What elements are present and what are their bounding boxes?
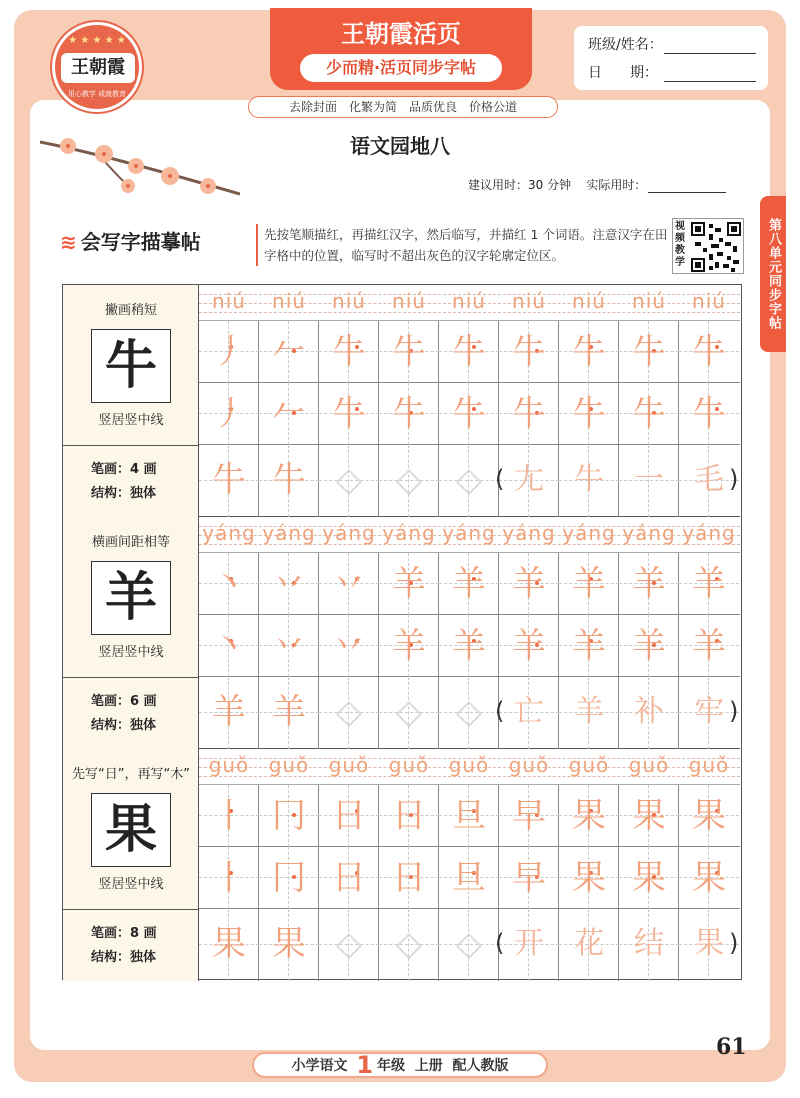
stroke-order-char: 牛 (452, 332, 486, 372)
stroke-stats (63, 677, 199, 749)
pinyin-trace[interactable]: niú (692, 289, 726, 313)
stroke-order-row (199, 553, 740, 615)
outline-placeholder: ◇ (335, 924, 363, 964)
stroke-order-char: 牛 (572, 332, 606, 372)
stroke-order-char: 丷 (332, 626, 366, 666)
word-paren-close: ) (729, 697, 739, 725)
stroke-order-char: 丨 (212, 858, 246, 898)
banner-title: 王朝霞活页 (341, 19, 461, 48)
word-trace-char: 花 (574, 926, 604, 961)
tianzige-cell[interactable] (319, 321, 379, 383)
pinyin-trace[interactable]: niú (332, 289, 366, 313)
stroke-order-char: 𠂉 (272, 332, 306, 372)
trace-char: 羊 (212, 692, 246, 732)
pinyin-trace[interactable]: yáng (622, 521, 676, 545)
plum-blossom-icon (40, 128, 240, 208)
pinyin-trace[interactable]: yáng (382, 521, 436, 545)
stroke-order-row (199, 321, 740, 383)
pinyin-row (199, 749, 740, 785)
position-tip: 竖居竖中线 (98, 877, 164, 892)
class-name-row (588, 32, 758, 58)
word-trace-char: 亡 (514, 694, 544, 729)
footer-bar (252, 1052, 548, 1078)
pinyin-trace[interactable]: guǒ (328, 753, 370, 777)
tianzige-cell[interactable] (559, 677, 619, 749)
tianzige-cell[interactable] (199, 445, 259, 517)
tianzige-cell[interactable] (379, 909, 439, 981)
tianzige-cell[interactable] (559, 615, 619, 677)
tianzige-cell[interactable] (319, 785, 379, 847)
suggested-time: 建议用时：30 分钟 (468, 178, 572, 192)
pinyin-trace[interactable]: niú (392, 289, 426, 313)
outline-placeholder: ◇ (395, 460, 423, 500)
qr-label: 视频教学 (675, 221, 685, 268)
stroke-order-row (199, 615, 740, 677)
tianzige-cell[interactable] (679, 553, 739, 615)
tianzige-cell[interactable] (319, 615, 379, 677)
stroke-order-char: 早 (512, 796, 546, 836)
stroke-order-char: 牛 (332, 394, 366, 434)
stroke-order-char: 牛 (692, 332, 726, 372)
stroke-order-char: 羊 (692, 564, 726, 604)
tianzige-cell[interactable] (379, 847, 439, 909)
stroke-order-char: 丶 (212, 626, 246, 666)
structure: 结构：独体 (91, 486, 157, 501)
stroke-order-char: 羊 (632, 564, 666, 604)
section-title-text: 会写字描摹帖 (80, 230, 201, 254)
stroke-order-char: 果 (632, 858, 666, 898)
tianzige-cell[interactable] (619, 615, 679, 677)
brand-logo (52, 22, 142, 112)
word-trace-char: 尢 (514, 462, 544, 497)
stroke-order-char: 牛 (692, 394, 726, 434)
section-title (60, 226, 201, 255)
writing-tip: 横画间距相等 (91, 535, 170, 550)
pinyin-trace[interactable]: niú (212, 289, 246, 313)
pinyin-trace[interactable]: niú (512, 289, 546, 313)
tianzige-cell[interactable] (559, 785, 619, 847)
tianzige-cell[interactable] (619, 847, 679, 909)
stroke-order-char: 羊 (512, 626, 546, 666)
outline-placeholder: ◇ (455, 692, 483, 732)
actual-time-field[interactable] (648, 181, 726, 193)
stroke-order-char: 羊 (572, 564, 606, 604)
trace-char: 果 (272, 924, 306, 964)
pinyin-trace[interactable]: yáng (202, 521, 256, 545)
structure: 结构：独体 (91, 718, 157, 733)
stroke-order-char: 日 (332, 858, 366, 898)
word-paren-open: ( (495, 465, 505, 493)
pinyin-trace[interactable]: yáng (262, 521, 316, 545)
model-character: 果 (91, 793, 171, 867)
model-character: 羊 (91, 561, 171, 635)
tianzige-cell[interactable] (319, 677, 379, 749)
tianzige-cell[interactable] (259, 321, 319, 383)
stroke-order-char: 羊 (392, 564, 426, 604)
date-row (588, 60, 758, 86)
character-block (63, 517, 740, 749)
slogan: 去除封面 化繁为简 品质优良 价格公道 (248, 96, 558, 118)
stroke-count: 笔画：6 画 (91, 694, 157, 709)
word-trace-char: 牛 (574, 462, 604, 497)
practice-row (199, 677, 740, 749)
tianzige-cell[interactable] (379, 677, 439, 749)
pinyin-trace[interactable]: niú (452, 289, 486, 313)
pinyin-trace[interactable]: guǒ (628, 753, 670, 777)
character-info-panel (63, 749, 199, 981)
pinyin-trace[interactable]: niú (572, 289, 606, 313)
footer-term: 上册 (414, 1058, 443, 1074)
tianzige-cell[interactable] (499, 615, 559, 677)
tianzige-cell[interactable] (499, 383, 559, 445)
character-block (63, 749, 740, 981)
structure: 结构：独体 (91, 950, 157, 965)
tianzige-cell[interactable] (439, 383, 499, 445)
character-info-panel (63, 517, 199, 749)
tianzige-cell[interactable] (259, 847, 319, 909)
tianzige-cell[interactable] (499, 677, 559, 749)
trace-char: 羊 (272, 692, 306, 732)
star-icon: ★ ★ ★ ★ ★ (68, 35, 126, 46)
writing-tip: 撇画稍短 (104, 303, 157, 318)
outline-placeholder: ◇ (335, 692, 363, 732)
word-trace-char: 结 (634, 926, 664, 961)
outline-placeholder: ◇ (395, 924, 423, 964)
practice-row (199, 445, 740, 517)
footer-grade: 1 (356, 1051, 374, 1079)
tianzige-cell[interactable] (319, 445, 379, 517)
pinyin-row (199, 285, 740, 321)
pinyin-trace[interactable]: guǒ (448, 753, 490, 777)
stroke-order-char: 冂 (272, 858, 306, 898)
tianzige-cell[interactable] (379, 553, 439, 615)
stroke-order-char: 丨 (212, 796, 246, 836)
stroke-order-char: 牛 (632, 332, 666, 372)
pinyin-trace[interactable]: guǒ (508, 753, 550, 777)
stroke-order-char: 旦 (452, 796, 486, 836)
stroke-order-char: 早 (512, 858, 546, 898)
writing-tip: 先写“日”，再写“木” (72, 767, 190, 782)
tianzige-cell[interactable] (619, 677, 679, 749)
stroke-order-char: 牛 (512, 394, 546, 434)
stroke-order-char: 羊 (572, 626, 606, 666)
stroke-order-char: 果 (632, 796, 666, 836)
tianzige-cell[interactable] (319, 909, 379, 981)
logo-text: 王朝霞 (61, 53, 135, 83)
stroke-order-char: 牛 (392, 394, 426, 434)
pinyin-trace[interactable]: guǒ (268, 753, 310, 777)
stroke-order-char: 日 (332, 796, 366, 836)
tianzige-cell[interactable] (439, 321, 499, 383)
tianzige-cell[interactable] (199, 847, 259, 909)
stroke-order-char: 羊 (452, 564, 486, 604)
tianzige-cell[interactable] (679, 785, 739, 847)
stroke-order-char: 果 (572, 796, 606, 836)
pinyin-trace[interactable]: guǒ (208, 753, 250, 777)
word-paren-open: ( (495, 929, 505, 957)
pinyin-trace[interactable]: guǒ (568, 753, 610, 777)
tianzige-cell[interactable] (559, 909, 619, 981)
outline-placeholder: ◇ (395, 692, 423, 732)
footer-edition: 配人教版 (452, 1058, 509, 1074)
qr-code[interactable] (672, 218, 744, 274)
tianzige-cell[interactable] (679, 847, 739, 909)
stroke-order-char: 牛 (452, 394, 486, 434)
tianzige-cell[interactable] (499, 909, 559, 981)
wave-icon: ≋ (60, 230, 77, 254)
tianzige-cell[interactable] (199, 321, 259, 383)
tianzige-cell[interactable] (499, 553, 559, 615)
actual-time-label: 实际用时： (586, 178, 647, 192)
pinyin-trace[interactable]: yáng (682, 521, 736, 545)
stroke-order-char: 丿 (212, 394, 246, 434)
tianzige-cell[interactable] (379, 321, 439, 383)
tianzige-cell[interactable] (499, 847, 559, 909)
tianzige-cell[interactable] (319, 553, 379, 615)
tianzige-cell[interactable] (499, 321, 559, 383)
header-banner (270, 8, 532, 90)
stroke-order-char: 旦 (452, 858, 486, 898)
tianzige-cell[interactable] (379, 383, 439, 445)
class-name-label: 班级/姓名： (588, 37, 663, 53)
tianzige-cell[interactable] (559, 383, 619, 445)
word-trace-char: 毛 (694, 462, 724, 497)
logo-subtext: 用心教学 成就教育 (67, 90, 127, 98)
trace-char: 牛 (212, 460, 246, 500)
tianzige-cell[interactable] (439, 677, 499, 749)
tianzige-cell[interactable] (379, 615, 439, 677)
word-trace-char: 开 (514, 926, 544, 961)
student-info-box (574, 26, 768, 90)
stroke-order-char: 冂 (272, 796, 306, 836)
stroke-order-char: 羊 (452, 626, 486, 666)
tianzige-cell[interactable] (379, 785, 439, 847)
word-paren-open: ( (495, 697, 505, 725)
stroke-order-char: 果 (572, 858, 606, 898)
stroke-order-char: 丷 (332, 564, 366, 604)
tianzige-cell[interactable] (559, 321, 619, 383)
stroke-order-char: 丿 (212, 332, 246, 372)
tianzige-cell[interactable] (619, 445, 679, 517)
stroke-order-char: 日 (392, 858, 426, 898)
stroke-order-row (199, 847, 740, 909)
stroke-count: 笔画：8 画 (91, 926, 157, 941)
pinyin-trace[interactable]: yáng (502, 521, 556, 545)
stroke-order-char: 羊 (512, 564, 546, 604)
tianzige-cell[interactable] (199, 553, 259, 615)
tianzige-cell[interactable] (259, 383, 319, 445)
character-info-panel (63, 285, 199, 517)
stroke-order-char: 日 (392, 796, 426, 836)
stroke-order-row (199, 785, 740, 847)
word-paren-close: ) (729, 929, 739, 957)
tianzige-cell[interactable] (259, 677, 319, 749)
tianzige-cell[interactable] (499, 445, 559, 517)
tianzige-cell[interactable] (499, 785, 559, 847)
stroke-order-char: 羊 (692, 626, 726, 666)
class-name-field[interactable] (664, 53, 756, 54)
tianzige-cell[interactable] (259, 615, 319, 677)
tianzige-cell[interactable] (259, 445, 319, 517)
tianzige-cell[interactable] (199, 909, 259, 981)
tianzige-cell[interactable] (559, 847, 619, 909)
model-character: 牛 (91, 329, 171, 403)
practice-grid (62, 284, 742, 980)
pinyin-row (199, 517, 740, 553)
tianzige-cell[interactable] (679, 383, 739, 445)
position-tip: 竖居竖中线 (98, 413, 164, 428)
pinyin-trace[interactable]: niú (632, 289, 666, 313)
pinyin-trace[interactable]: yáng (322, 521, 376, 545)
tianzige-cell[interactable] (439, 553, 499, 615)
tianzige-cell[interactable] (259, 785, 319, 847)
tianzige-cell[interactable] (619, 909, 679, 981)
footer-grade-label: 年级 (377, 1058, 406, 1074)
footer-subject: 小学语文 (291, 1058, 348, 1074)
position-tip: 竖居竖中线 (98, 645, 164, 660)
tianzige-cell[interactable] (199, 615, 259, 677)
lesson-title: 语文园地八 (350, 134, 450, 158)
unit-side-tab: 第八单元同步字帖 (760, 196, 786, 352)
time-info (468, 176, 748, 193)
tianzige-cell[interactable] (259, 909, 319, 981)
tianzige-cell[interactable] (619, 321, 679, 383)
banner-subtitle: 少而精·活页同步字帖 (300, 54, 502, 82)
qr-code-icon (691, 222, 741, 272)
tianzige-cell[interactable] (199, 677, 259, 749)
stroke-order-char: 牛 (332, 332, 366, 372)
stroke-order-char: 牛 (512, 332, 546, 372)
stroke-order-row (199, 383, 740, 445)
stroke-stats (63, 909, 199, 981)
stroke-order-char: 牛 (632, 394, 666, 434)
tianzige-cell[interactable] (619, 383, 679, 445)
trace-char: 牛 (272, 460, 306, 500)
character-block (63, 285, 740, 517)
word-trace-char: 牢 (694, 694, 724, 729)
outline-placeholder: ◇ (335, 460, 363, 500)
pinyin-trace[interactable]: guǒ (688, 753, 730, 777)
word-trace-char: 果 (694, 926, 724, 961)
stroke-stats (63, 445, 199, 517)
stroke-order-char: 羊 (392, 626, 426, 666)
tianzige-cell[interactable] (439, 847, 499, 909)
stroke-order-char: 羊 (632, 626, 666, 666)
date-field[interactable] (664, 81, 756, 82)
tianzige-cell[interactable] (619, 785, 679, 847)
stroke-order-char: 牛 (392, 332, 426, 372)
tianzige-cell[interactable] (559, 553, 619, 615)
instructions: 先按笔顺描红，再描红汉字，然后临写，并描红 1 个词语。注意汉字在田字格中的位置，临写时不超出灰色的汉字轮廓定位区。 (256, 224, 670, 266)
pinyin-trace[interactable]: yáng (562, 521, 616, 545)
tianzige-cell[interactable] (439, 445, 499, 517)
stroke-order-char: 丶 (212, 564, 246, 604)
date-label: 日 期： (588, 65, 658, 81)
stroke-order-char: 牛 (572, 394, 606, 434)
tianzige-cell[interactable] (619, 553, 679, 615)
tianzige-cell[interactable] (679, 321, 739, 383)
stroke-order-char: 𠂉 (272, 394, 306, 434)
tianzige-cell[interactable] (439, 785, 499, 847)
word-trace-char: 一 (634, 462, 664, 497)
tianzige-cell[interactable] (199, 383, 259, 445)
pinyin-trace[interactable]: guǒ (388, 753, 430, 777)
page-number: 61 (716, 1034, 747, 1060)
practice-row (199, 909, 740, 981)
tianzige-cell[interactable] (439, 615, 499, 677)
tianzige-cell[interactable] (559, 445, 619, 517)
stroke-count: 笔画：4 画 (91, 462, 157, 477)
tianzige-cell[interactable] (319, 847, 379, 909)
word-paren-close: ) (729, 465, 739, 493)
tianzige-cell[interactable] (199, 785, 259, 847)
tianzige-cell[interactable] (319, 383, 379, 445)
stroke-order-char: 果 (692, 796, 726, 836)
pinyin-trace[interactable]: yáng (442, 521, 496, 545)
outline-placeholder: ◇ (455, 924, 483, 964)
tianzige-cell[interactable] (379, 445, 439, 517)
tianzige-cell[interactable] (439, 909, 499, 981)
stroke-order-char: 丷 (272, 564, 306, 604)
stroke-order-char: 丷 (272, 626, 306, 666)
word-trace-char: 羊 (574, 694, 604, 729)
word-trace-char: 补 (634, 694, 664, 729)
pinyin-trace[interactable]: niú (272, 289, 306, 313)
stroke-order-char: 果 (692, 858, 726, 898)
tianzige-cell[interactable] (679, 615, 739, 677)
tianzige-cell[interactable] (259, 553, 319, 615)
outline-placeholder: ◇ (455, 460, 483, 500)
trace-char: 果 (212, 924, 246, 964)
